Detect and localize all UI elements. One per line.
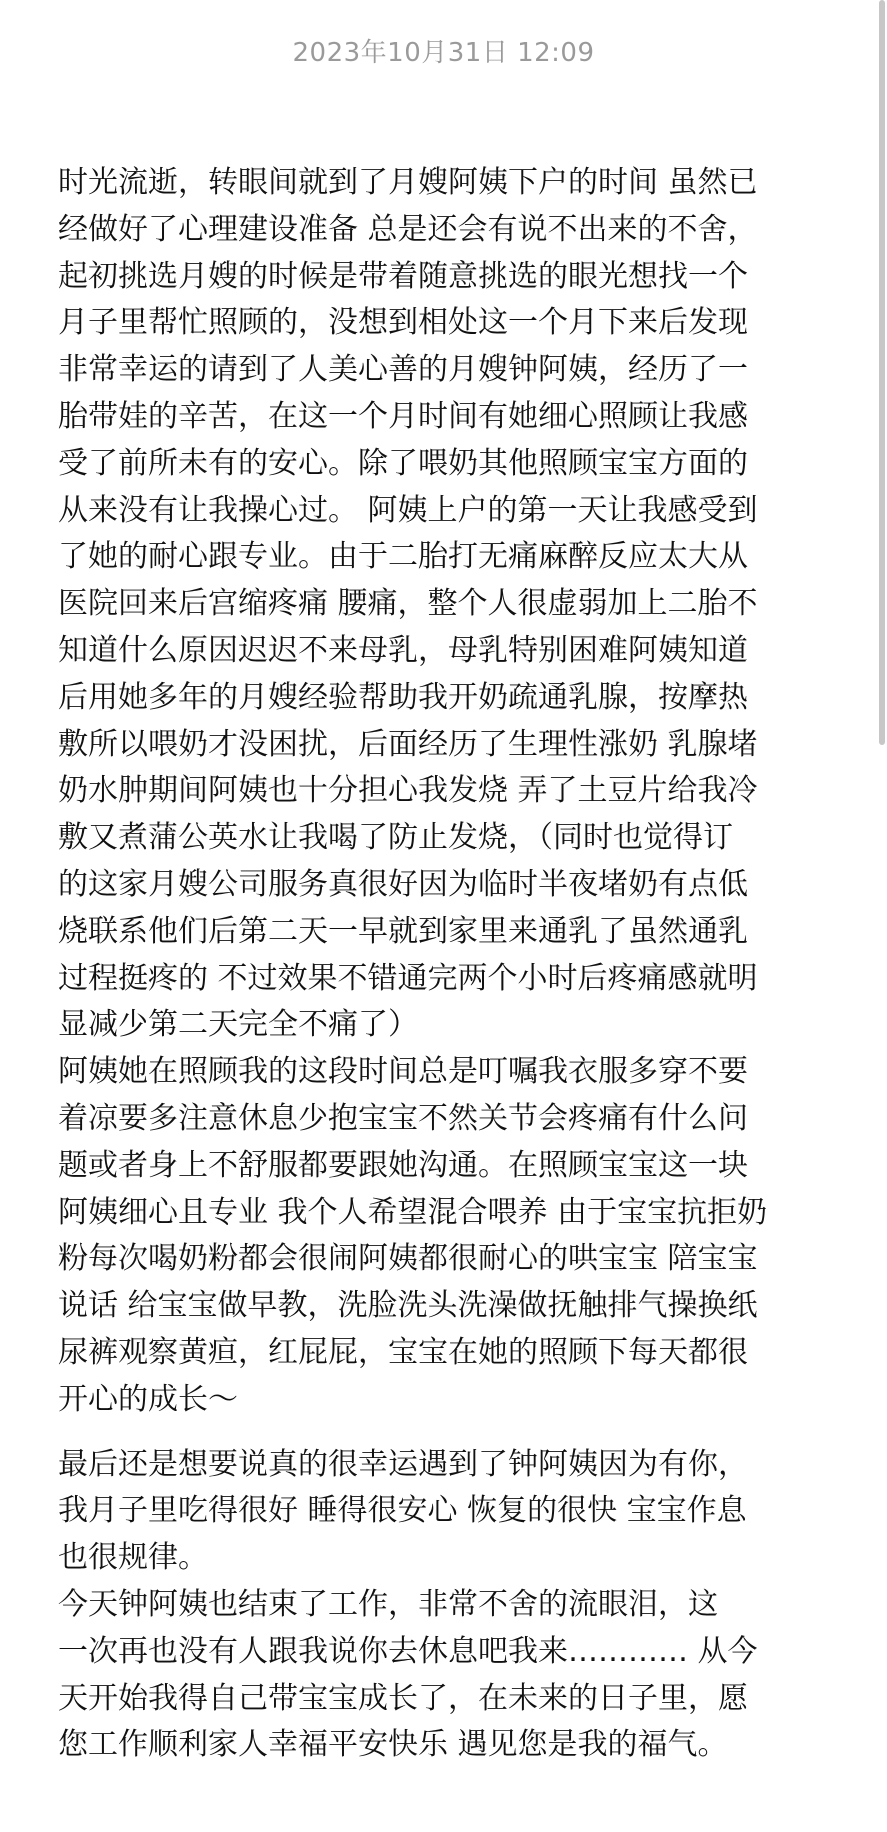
note-line: 敷所以喂奶才没困扰，后面经历了生理性涨奶 乳腺堵	[58, 726, 758, 762]
note-line: 月子里帮忙照顾的，没想到相处这一个月下来后发现	[58, 305, 748, 341]
scrollbar-thumb[interactable]	[879, 0, 885, 745]
note-paragraph-1	[58, 160, 838, 1049]
note-line: 起初挑选月嫂的时候是带着随意挑选的眼光想找一个	[58, 258, 748, 294]
note-line: 的这家月嫂公司服务真很好因为临时半夜堵奶有点低	[58, 866, 748, 902]
note-line: 您工作顺利家人幸福平安快乐 遇见您是我的福气。	[58, 1727, 728, 1763]
note-line: 敷又煮蒲公英水让我喝了防止发烧，（同时也觉得订	[58, 820, 733, 856]
note-line: 受了前所未有的安心。除了喂奶其他照顾宝宝方面的	[58, 445, 748, 481]
note-line: 阿姨她在照顾我的这段时间总是叮嘱我衣服多穿不要	[58, 1054, 748, 1090]
note-line: 一次再也没有人跟我说你去休息吧我来………… 从今	[58, 1633, 758, 1669]
note-line: 了她的耐心跟专业。由于二胎打无痛麻醉反应太大从	[58, 539, 748, 575]
note-line: 今天钟阿姨也结束了工作，非常不舍的流眼泪，这	[58, 1586, 718, 1622]
note-line: 医院回来后宫缩疼痛 腰痛，整个人很虚弱加上二胎不	[58, 586, 758, 622]
note-line: 经做好了心理建设准备 总是还会有说不出来的不舍，	[58, 211, 758, 247]
note-line: 天开始我得自己带宝宝成长了，在未来的日子里，愿	[58, 1680, 748, 1716]
note-line: 后用她多年的月嫂经验帮助我开奶疏通乳腺，按摩热	[58, 679, 748, 715]
paragraph-gap	[58, 1424, 838, 1442]
note-line: 尿裤观察黄疸，红屁屁，宝宝在她的照顾下每天都很	[58, 1334, 748, 1370]
note-line: 非常幸运的请到了人美心善的月嫂钟阿姨，经历了一	[58, 352, 748, 388]
note-line: 胎带娃的辛苦，在这一个月时间有她细心照顾让我感	[58, 398, 748, 434]
note-line: 开心的成长～	[58, 1381, 238, 1417]
note-line: 显减少第二天完全不痛了）	[58, 1007, 418, 1043]
note-line: 也很规律。	[58, 1540, 208, 1576]
note-timestamp: 2023年10月31日 12:09	[292, 38, 595, 68]
note-line: 烧联系他们后第二天一早就到家里来通乳了虽然通乳	[58, 913, 748, 949]
note-line: 题或者身上不舒服都要跟她沟通。在照顾宝宝这一块	[58, 1147, 748, 1183]
note-line: 过程挺疼的 不过效果不错通完两个小时后疼痛感就明	[58, 960, 758, 996]
note-line: 说话 给宝宝做早教，洗脸洗头洗澡做抚触排气操换纸	[58, 1288, 758, 1324]
note-line: 最后还是想要说真的很幸运遇到了钟阿姨因为有你，	[58, 1446, 748, 1482]
note-line: 我月子里吃得很好 睡得很安心 恢复的很快 宝宝作息	[58, 1493, 747, 1529]
note-line: 知道什么原因迟迟不来母乳，母乳特别困难阿姨知道	[58, 632, 748, 668]
note-line: 奶水肿期间阿姨也十分担心我发烧 弄了土豆片给我冷	[58, 773, 758, 809]
note-line: 从来没有让我操心过。 阿姨上户的第一天让我感受到	[58, 492, 758, 528]
note-line: 阿姨细心且专业 我个人希望混合喂养 由于宝宝抗拒奶	[58, 1194, 768, 1230]
note-line: 着凉要多注意休息少抱宝宝不然关节会疼痛有什么问	[58, 1100, 748, 1136]
note-paragraph-2	[58, 1049, 838, 1423]
note-body[interactable]	[58, 160, 838, 1769]
note-line: 时光流逝，转眼间就到了月嫂阿姨下户的时间 虽然已	[58, 165, 758, 200]
scrollbar[interactable]	[879, 0, 887, 1832]
note-line: 粉每次喝奶粉都会很闹阿姨都很耐心的哄宝宝 陪宝宝	[58, 1241, 758, 1277]
note-paragraph-3	[58, 1442, 838, 1770]
